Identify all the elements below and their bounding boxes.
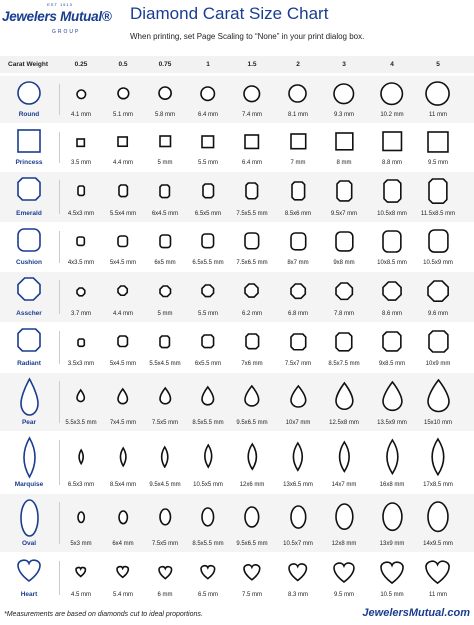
size-label: 6 mm — [157, 592, 173, 598]
size-label: 5 mm — [157, 160, 173, 166]
pear-diamond-outline — [200, 385, 216, 412]
cushion-diamond-outline — [116, 234, 129, 254]
round-shape-icon — [16, 80, 42, 111]
carat-header: 3 — [342, 61, 346, 68]
carat-header: 0.5 — [118, 61, 128, 68]
emerald-diamond-outline — [427, 177, 449, 210]
size-label: 4.4 mm — [112, 311, 133, 317]
size-label: 10.5x8 mm — [377, 211, 407, 217]
size-label: 5.4 mm — [112, 592, 133, 598]
size-label: 7x4.5 mm — [109, 420, 137, 426]
marquise-shape-icon — [19, 436, 40, 484]
princess-diamond-outline — [158, 134, 173, 154]
row-divider — [59, 132, 60, 163]
size-label: 5.5 mm — [197, 311, 218, 317]
princess-diamond-outline — [243, 133, 260, 155]
size-label: 8.6 mm — [381, 311, 402, 317]
round-diamond-outline — [242, 84, 262, 109]
size-label: 6.2 mm — [241, 311, 262, 317]
size-label: 6x5 mm — [154, 260, 176, 266]
size-label: 9.5x4.5 mm — [149, 482, 181, 488]
emerald-diamond-outline — [244, 181, 260, 206]
heart-diamond-outline — [199, 563, 217, 586]
size-label: 13x6.5 mm — [283, 482, 313, 488]
pear-diamond-outline — [381, 380, 404, 417]
row-divider — [59, 84, 60, 115]
size-label: 7.5x5 mm — [151, 420, 179, 426]
marquise-diamond-outline — [427, 437, 449, 482]
row-divider — [59, 180, 60, 214]
size-label: 8.3 mm — [287, 592, 308, 598]
size-label: 6.4 mm — [197, 112, 218, 118]
size-label: 7.5 mm — [241, 592, 262, 598]
logo-est: EST 1913 — [47, 2, 73, 7]
size-label: 7x6 mm — [241, 361, 263, 367]
size-label: 7.8 mm — [333, 311, 354, 317]
size-label: 8.5x5.5 mm — [192, 420, 224, 426]
cushion-diamond-outline — [289, 231, 308, 257]
size-label: 11 mm — [429, 112, 447, 118]
carat-header: 5 — [436, 61, 440, 68]
pear-diamond-outline — [426, 378, 451, 419]
size-label: 6x4 mm — [112, 541, 134, 547]
marquise-diamond-outline — [117, 446, 129, 473]
marquise-diamond-outline — [201, 443, 216, 474]
radiant-diamond-outline — [427, 329, 450, 359]
marquise-diamond-outline — [76, 448, 86, 471]
shape-name-heart: Heart — [20, 591, 38, 598]
radiant-diamond-outline — [76, 336, 86, 354]
cushion-diamond-outline — [75, 235, 86, 253]
cushion-diamond-outline — [158, 233, 173, 255]
size-label: 6.5x3 mm — [67, 482, 95, 488]
oval-diamond-outline — [76, 510, 86, 530]
marquise-diamond-outline — [244, 442, 261, 476]
size-label: 9.3 mm — [333, 112, 354, 118]
size-label: 6.5x5 mm — [194, 211, 222, 217]
heart-diamond-outline — [242, 562, 262, 587]
radiant-diamond-outline — [334, 331, 354, 358]
size-label: 5.5 mm — [197, 160, 218, 166]
round-diamond-outline — [157, 85, 173, 106]
row-divider — [59, 381, 60, 423]
size-label: 8.5x6 mm — [284, 211, 312, 217]
size-label: 13x9 mm — [379, 541, 405, 547]
round-diamond-outline — [75, 87, 88, 105]
row-divider — [59, 331, 60, 364]
oval-diamond-outline — [243, 505, 261, 534]
radiant-diamond-outline — [244, 332, 261, 356]
shape-name-radiant: Radiant — [17, 360, 41, 367]
shape-name-round: Round — [18, 111, 40, 118]
emerald-diamond-outline — [158, 183, 171, 205]
emerald-diamond-outline — [201, 182, 216, 205]
footer-note: *Measurements are based on diamonds cut to ideal proportions. — [4, 611, 203, 618]
row-divider — [59, 231, 60, 263]
radiant-diamond-outline — [158, 334, 171, 355]
size-label: 11 mm — [429, 592, 447, 598]
page-subtitle: When printing, set Page Scaling to “None” in your print dialog box. — [130, 32, 365, 41]
size-label: 14x7 mm — [331, 482, 357, 488]
size-label: 13.5x9 mm — [377, 420, 407, 426]
size-label: 4.1 mm — [70, 112, 91, 118]
heart-diamond-outline — [74, 565, 87, 583]
carat-header: 1.5 — [247, 61, 257, 68]
marquise-diamond-outline — [289, 441, 307, 477]
size-label: 10.5x9 mm — [423, 260, 453, 266]
pear-shape-icon — [19, 377, 40, 422]
size-label: 6.5x5.5 mm — [192, 260, 224, 266]
princess-shape-icon — [16, 128, 42, 159]
size-label: 9x8 mm — [333, 260, 355, 266]
asscher-diamond-outline — [200, 283, 216, 304]
size-label: 3.5x3 mm — [67, 361, 95, 367]
size-label: 7.5x6.5 mm — [236, 260, 268, 266]
size-label: 8.8 mm — [381, 160, 402, 166]
emerald-diamond-outline — [117, 183, 129, 204]
size-label: 6.5 mm — [197, 592, 218, 598]
footer-url[interactable]: JewelersMutual.com — [362, 607, 470, 619]
oval-diamond-outline — [158, 507, 173, 532]
size-label: 4x3.5 mm — [67, 260, 95, 266]
heart-diamond-outline — [332, 560, 356, 589]
oval-diamond-outline — [289, 504, 308, 535]
carat-header: 4 — [390, 61, 394, 68]
emerald-diamond-outline — [290, 180, 307, 207]
size-label: 4.5x3 mm — [67, 211, 95, 217]
round-diamond-outline — [424, 80, 451, 112]
shape-name-cushion: Cushion — [16, 259, 42, 266]
size-label: 10x7 mm — [285, 420, 311, 426]
radiant-diamond-outline — [200, 333, 216, 355]
radiant-diamond-outline — [289, 332, 308, 357]
asscher-diamond-outline — [75, 285, 87, 303]
princess-diamond-outline — [289, 132, 308, 156]
pear-diamond-outline — [75, 388, 86, 409]
size-label: 10.5x5 mm — [193, 482, 223, 488]
round-diamond-outline — [332, 82, 356, 111]
size-label: 6.4 mm — [241, 160, 262, 166]
cushion-diamond-outline — [243, 231, 261, 256]
marquise-diamond-outline — [158, 445, 171, 474]
row-divider — [59, 280, 60, 314]
size-label: 8.5x5.5 mm — [192, 541, 224, 547]
size-label: 3.5 mm — [70, 160, 91, 166]
size-label: 5x3 mm — [70, 541, 92, 547]
size-label: 6.8 mm — [287, 311, 308, 317]
size-label: 5x4.5 mm — [109, 260, 137, 266]
shape-name-emerald: Emerald — [16, 210, 42, 217]
oval-shape-icon — [19, 498, 40, 543]
round-diamond-outline — [116, 86, 131, 106]
page-title: Diamond Carat Size Chart — [130, 4, 329, 23]
shape-name-pear: Pear — [21, 419, 37, 426]
size-label: 5x4.5 mm — [109, 361, 137, 367]
pear-diamond-outline — [334, 381, 355, 416]
asscher-diamond-outline — [116, 284, 129, 302]
princess-diamond-outline — [334, 131, 355, 157]
heart-diamond-outline — [115, 564, 130, 584]
radiant-shape-icon — [16, 327, 42, 358]
radiant-diamond-outline — [116, 334, 129, 354]
carat-header: 2 — [296, 61, 300, 68]
emerald-diamond-outline — [76, 184, 86, 202]
size-label: 9x8.5 mm — [378, 361, 406, 367]
shape-name-asscher: Asscher — [16, 310, 42, 317]
size-label: 6x5.5 mm — [194, 361, 222, 367]
marquise-diamond-outline — [335, 440, 354, 478]
radiant-diamond-outline — [381, 330, 403, 358]
heart-diamond-outline — [424, 558, 451, 590]
asscher-diamond-outline — [426, 279, 450, 308]
size-label: 10.2 mm — [380, 112, 404, 118]
size-label: 9.5x6.5 mm — [236, 420, 268, 426]
size-label: 9.5x7 mm — [330, 211, 358, 217]
heart-shape-icon — [16, 557, 42, 588]
heart-diamond-outline — [157, 564, 174, 586]
carat-header: 1 — [206, 61, 210, 68]
heart-diamond-outline — [287, 561, 308, 587]
size-label: 9.6 mm — [427, 311, 448, 317]
asscher-diamond-outline — [243, 282, 260, 304]
size-label: 8.5x4 mm — [109, 482, 137, 488]
size-label: 3.7 mm — [70, 311, 91, 317]
cushion-diamond-outline — [381, 229, 403, 259]
emerald-diamond-outline — [382, 178, 403, 209]
size-label: 8x7 mm — [287, 260, 309, 266]
size-label: 7 mm — [290, 160, 306, 166]
asscher-diamond-outline — [381, 280, 403, 307]
emerald-shape-icon — [16, 176, 42, 207]
size-label: 10.5x7 mm — [283, 541, 313, 547]
size-label: 8.1 mm — [287, 112, 308, 118]
size-label: 10x9 mm — [425, 361, 451, 367]
princess-diamond-outline — [75, 136, 86, 154]
size-label: 5.1 mm — [112, 112, 133, 118]
size-label: 7.4 mm — [241, 112, 262, 118]
cushion-diamond-outline — [427, 228, 450, 259]
round-diamond-outline — [287, 83, 308, 109]
marquise-diamond-outline — [382, 438, 403, 481]
size-label: 10x8.5 mm — [377, 260, 407, 266]
size-label: 7.5x7 mm — [284, 361, 312, 367]
row-divider — [59, 440, 60, 485]
row-divider — [59, 561, 60, 595]
pear-diamond-outline — [158, 386, 173, 411]
size-label: 5 mm — [157, 311, 173, 317]
cushion-diamond-outline — [200, 232, 216, 255]
size-label: 17x8.5 mm — [423, 482, 453, 488]
pear-diamond-outline — [289, 384, 308, 414]
logo: Jewelers Mutual® — [2, 9, 112, 24]
oval-diamond-outline — [426, 500, 450, 538]
size-label: 8 mm — [336, 160, 352, 166]
size-label: 5.8 mm — [154, 112, 175, 118]
princess-diamond-outline — [426, 130, 450, 159]
size-label: 9.5 mm — [333, 592, 354, 598]
princess-diamond-outline — [381, 130, 403, 157]
size-label: 8.5x7.5 mm — [328, 361, 360, 367]
size-label: 9.5 mm — [427, 160, 448, 166]
shape-name-princess: Princess — [15, 159, 43, 166]
asscher-diamond-outline — [289, 282, 307, 305]
princess-diamond-outline — [116, 135, 129, 153]
size-label: 10.5 mm — [380, 592, 404, 598]
size-label: 12x8 mm — [331, 541, 357, 547]
oval-diamond-outline — [381, 501, 404, 537]
oval-diamond-outline — [200, 506, 216, 533]
asscher-diamond-outline — [334, 281, 354, 306]
size-label: 16x8 mm — [379, 482, 405, 488]
size-label: 15x10 mm — [423, 420, 452, 426]
logo-group: GROUP — [52, 29, 81, 35]
emerald-diamond-outline — [335, 179, 354, 208]
size-label: 5.5x4.5 mm — [149, 361, 181, 367]
carat-header: 0.25 — [74, 61, 88, 68]
size-label: 5.5x3.5 mm — [65, 420, 97, 426]
size-label: 4.4 mm — [112, 160, 133, 166]
oval-diamond-outline — [117, 509, 129, 531]
heart-diamond-outline — [379, 559, 405, 590]
asscher-shape-icon — [16, 276, 42, 307]
size-label: 5.5x4 mm — [109, 211, 137, 217]
round-diamond-outline — [199, 85, 216, 107]
shape-name-oval: Oval — [21, 540, 37, 547]
size-label: 6x4.5 mm — [151, 211, 179, 217]
size-label: 7.5x5.5 mm — [236, 211, 268, 217]
oval-diamond-outline — [334, 502, 355, 536]
size-label: 14x9.5 mm — [423, 541, 453, 547]
round-diamond-outline — [379, 81, 404, 111]
shape-name-marquise: Marquise — [14, 481, 44, 488]
size-label: 12.5x8 mm — [329, 420, 359, 426]
size-label: 4.5 mm — [70, 592, 91, 598]
size-label: 11.5x8.5 mm — [420, 211, 456, 217]
size-label: 12x6 mm — [239, 482, 265, 488]
row-divider — [59, 502, 60, 544]
asscher-diamond-outline — [158, 284, 173, 304]
cushion-diamond-outline — [334, 230, 355, 258]
size-label: 9.5x6.5 mm — [236, 541, 268, 547]
size-label: 7.5x5 mm — [151, 541, 179, 547]
pear-diamond-outline — [243, 384, 261, 413]
princess-diamond-outline — [200, 134, 216, 155]
carat-weight-header: Carat Weight — [8, 61, 48, 68]
carat-header: 0.75 — [158, 61, 172, 68]
cushion-shape-icon — [16, 227, 42, 258]
pear-diamond-outline — [116, 387, 129, 411]
